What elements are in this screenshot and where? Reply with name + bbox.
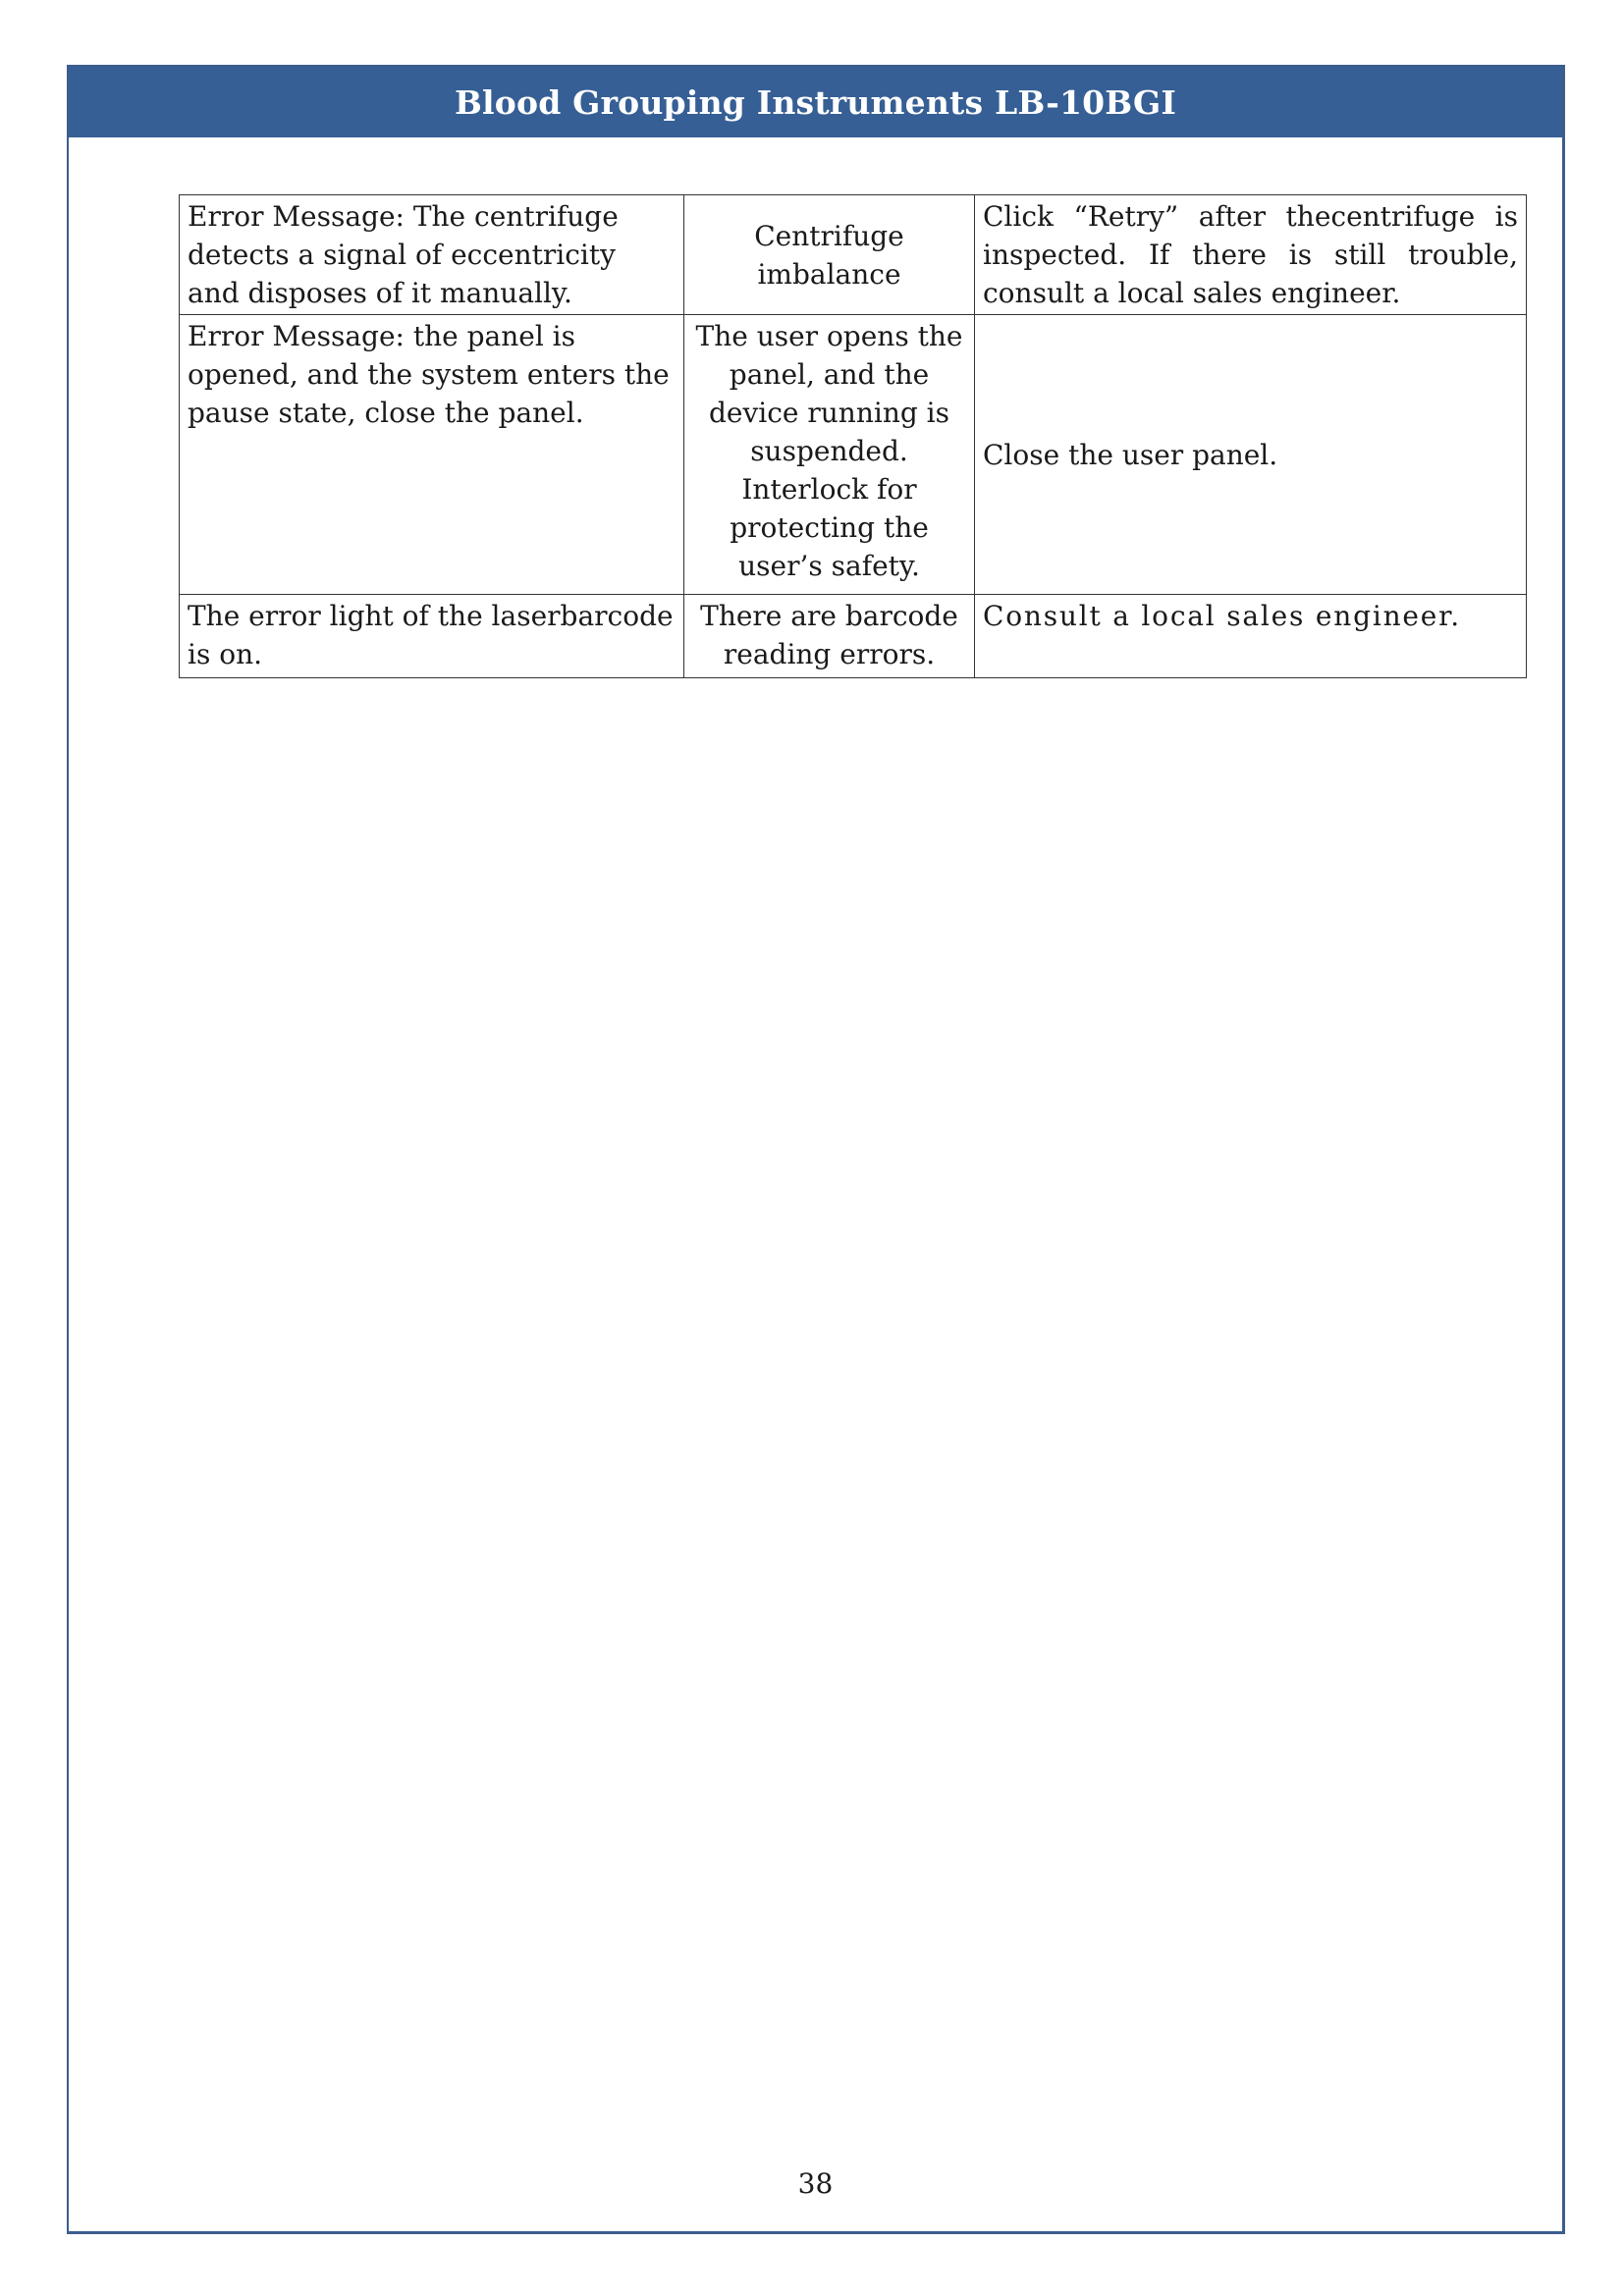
- solution-cell: Close the user panel.: [975, 315, 1527, 595]
- table-row: [180, 195, 1527, 315]
- document-title: Blood Grouping Instruments LB-10BGI: [454, 82, 1177, 122]
- cause-cell: There are barcode reading errors.: [684, 595, 975, 678]
- table-row: [180, 315, 1527, 595]
- table-row: [180, 595, 1527, 678]
- page-number: 38: [797, 2167, 834, 2200]
- cause-cell: Centrifuge imbalance: [684, 195, 975, 315]
- troubleshooting-table: [179, 194, 1527, 678]
- solution-cell: Click “Retry” after thecentrifuge is inspected. If there is still trouble, consult a local sales engineer.: [975, 195, 1527, 315]
- cause-cell: The user opens the panel, and the device running is suspended. Interlock for protecting the user’s safety.: [684, 315, 975, 595]
- page-frame: [67, 65, 1565, 2234]
- error-message-cell: The error light of the laserbarcode is on.: [180, 595, 684, 678]
- document-header: [69, 67, 1562, 137]
- error-message-cell: Error Message: The centrifuge detects a signal of eccentricity and disposes of it manually.: [180, 195, 684, 315]
- solution-cell: Consult a local sales engineer.: [975, 595, 1527, 678]
- error-message-cell: Error Message: the panel is opened, and the system enters the pause state, close the panel.: [180, 315, 684, 595]
